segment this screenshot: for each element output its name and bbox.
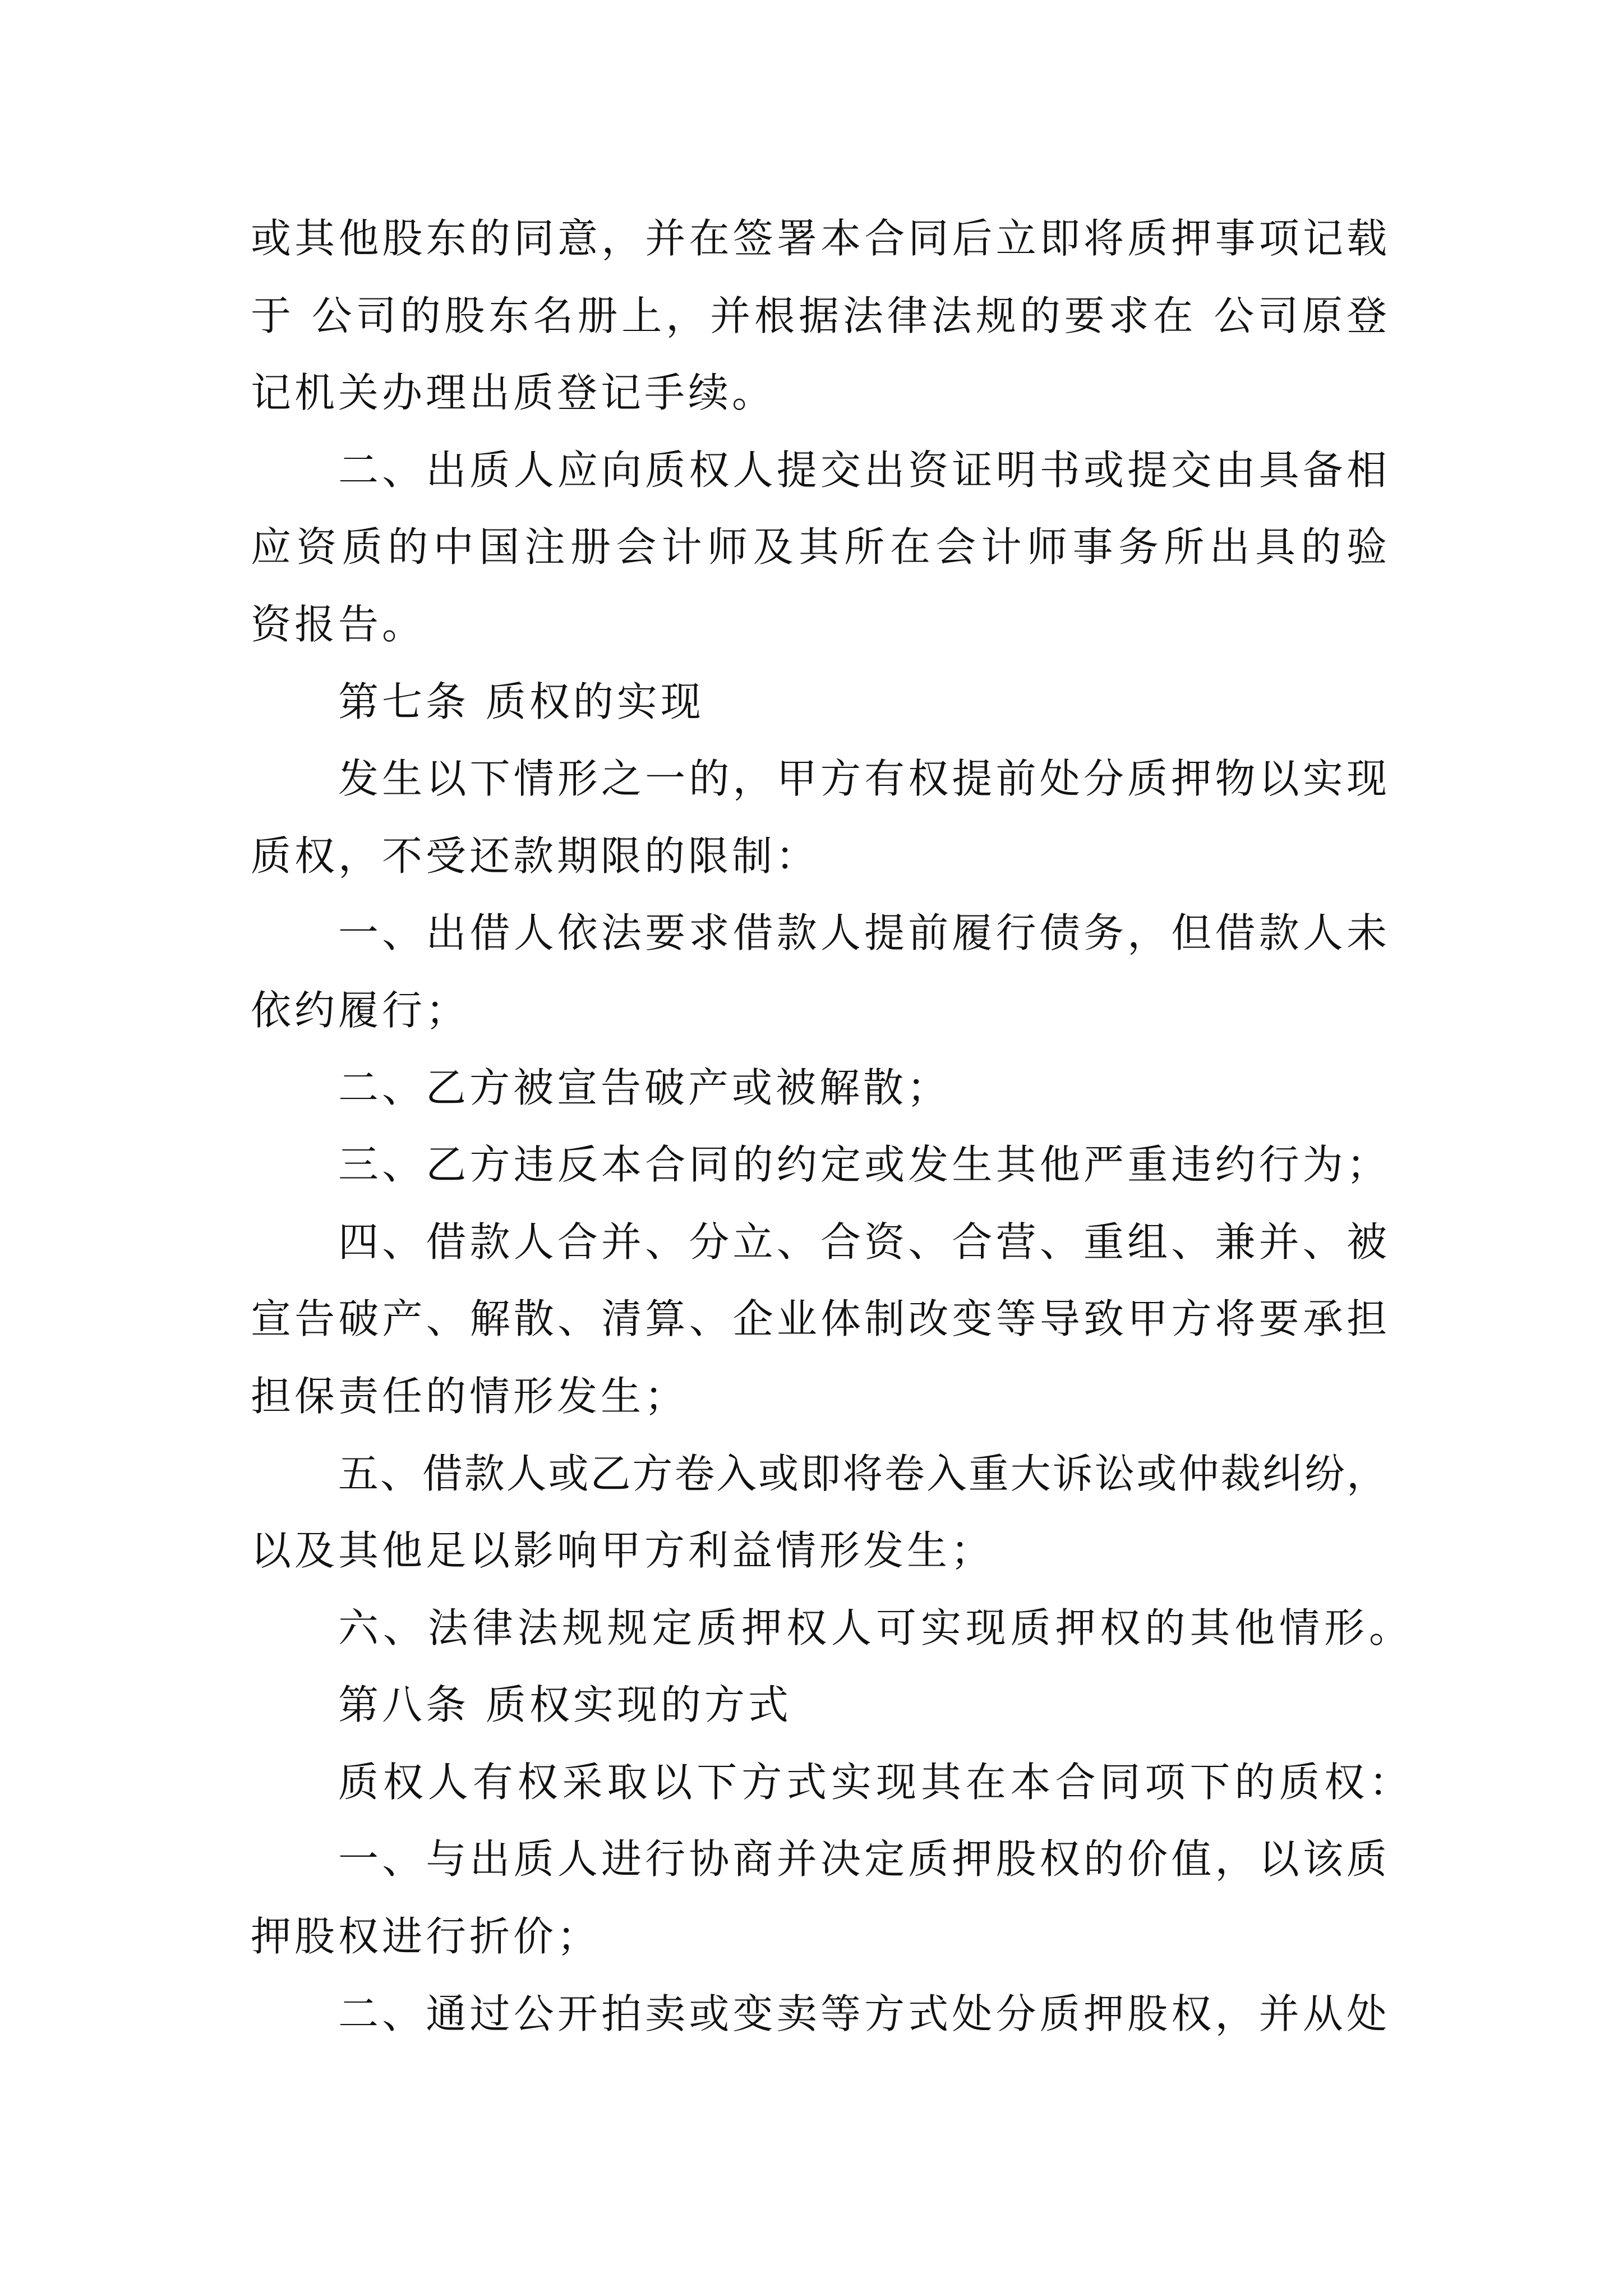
paragraph-first-line: 二、通过公开拍卖或变卖等方式处分质押股权，并从处 <box>338 1990 1387 2037</box>
document-body <box>251 200 1409 2053</box>
text-line: 押股权进行折价； <box>251 1913 601 1961</box>
text-line: 记机关办理出质登记手续。 <box>251 369 776 417</box>
paragraph-first-line: 一、出借人依法要求借款人提前履行债务，但借款人未 <box>338 909 1387 957</box>
text-line: 或其他股东的同意，并在签署本合同后立即将质押事项记载 <box>251 215 1387 262</box>
text-line: 于 公司的股东名册上，并根据法律法规的要求在 公司原登 <box>251 292 1387 339</box>
paragraph-first-line: 三、乙方违反本合同的约定或发生其他严重违约行为； <box>338 1141 1387 1189</box>
paragraph-first-line: 发生以下情形之一的，甲方有权提前处分质押物以实现 <box>338 755 1387 803</box>
text-line: 以及其他足以影响甲方利益情形发生； <box>251 1527 995 1575</box>
paragraph-first-line: 六、法律法规规定质押权人可实现质押权的其他情形。 <box>338 1604 1409 1651</box>
section-heading: 第八条 质权实现的方式 <box>338 1681 792 1729</box>
text-line: 担保责任的情形发生； <box>251 1372 689 1420</box>
text-line: 宣告破产、解散、清算、企业体制改变等导致甲方将要承担 <box>251 1295 1387 1343</box>
text-line: 应资质的中国注册会计师及其所在会计师事务所出具的验 <box>251 523 1387 571</box>
paragraph-first-line: 一、与出质人进行协商并决定质押股权的价值，以该质 <box>338 1835 1387 1883</box>
paragraph-first-line: 二、出质人应向质权人提交出资证明书或提交由具备相 <box>338 446 1387 494</box>
text-line: 依约履行； <box>251 986 470 1034</box>
section-heading: 第七条 质权的实现 <box>338 678 704 725</box>
paragraph-first-line: 四、借款人合并、分立、合资、合营、重组、兼并、被 <box>338 1218 1387 1266</box>
text-line: 质权，不受还款期限的限制： <box>251 832 820 880</box>
paragraph-first-line: 五、借款人或乙方卷入或即将卷入重大诉讼或仲裁纠纷， <box>338 1450 1387 1497</box>
text-line: 资报告。 <box>251 600 426 648</box>
paragraph-first-line: 质权人有权采取以下方式实现其在本合同项下的质权： <box>338 1758 1409 1806</box>
paragraph-first-line: 二、乙方被宣告破产或被解散； <box>338 1064 951 1111</box>
